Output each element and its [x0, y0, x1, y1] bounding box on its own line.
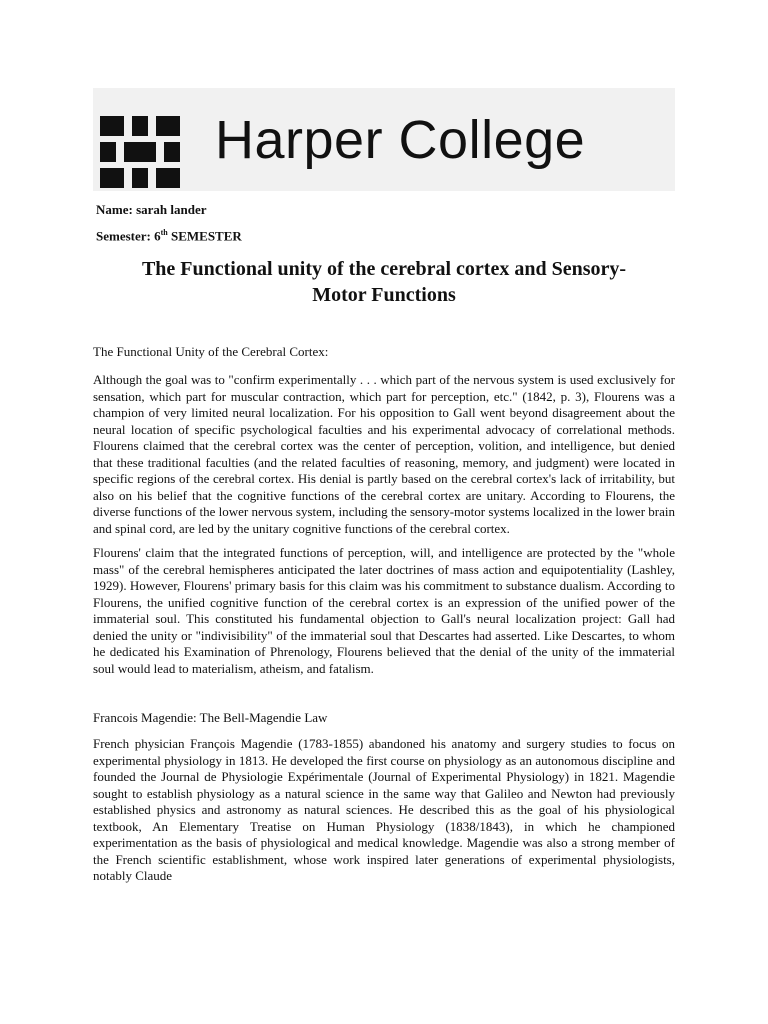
title-line-1: The Functional unity of the cerebral cortex and Sensory- — [141, 258, 627, 280]
semester-prefix: Semester: 6 — [96, 228, 161, 244]
harper-college-logo-icon — [100, 116, 180, 188]
semester-line — [96, 228, 242, 244]
section-heading: Francois Magendie: The Bell-Magendie Law — [93, 710, 328, 725]
document-body — [93, 344, 675, 885]
paragraph: Although the goal was to "confirm experimentally . . . which part of the nervous system is used exclusively for sensation, which part for muscular contraction, which part for perception, etc." (1842, p. 3), Flourens was a champion of very limited neural localization. For his opposition to Gall went beyond disagreement about the neural location of specific psychological faculties and his experimental advocacy of correlational methods. Flourens claimed that the cerebral cortex was the center of perception, volition, and intelligence, but denied that these traditional faculties (and the related faculties of reasoning, memory, and judgment) were located in specific regions of the cerebral cortex. His denial is partly based on the cerebral cortex's lack of irritability, but also on his belief that the cognitive functions of the cerebral cortex are unitary. According to Flourens, the diverse functions of the lower nervous system, including the sensory-motor systems localized in the lower brain and spinal cord, are led by the unitary cognitive functions of the cerebral cortex. — [93, 372, 675, 536]
college-banner — [93, 88, 675, 191]
college-name: Harper College — [215, 110, 586, 170]
section-heading: The Functional Unity of the Cerebral Cortex: — [93, 344, 329, 359]
paragraph: French physician François Magendie (1783-1855) abandoned his anatomy and surgery studies to focus on experimental physiology in 1813. He developed the first course on physiology as an autonomous discipline and founded the Journal de Physiologie Expérimentale (Journal of Experimental Physiology) in 1821. Magendie sought to establish physiology as a natural science in the same way that Galileo and Newton had previously established physics and astronomy as natural sciences. He described this as the goal of his physiological textbook, An Elementary Treatise on Human Physiology (1838/1843), in which he championed experimentation as the basis of physiological and medical knowledge. Magendie was also a strong member of the French scientific establishment, whose work inspired later generations of experimental physiologists, notably Claude — [93, 736, 675, 883]
semester-suffix: SEMESTER — [167, 228, 242, 244]
document-title — [93, 256, 675, 308]
semester-superscript: th — [160, 228, 168, 237]
title-line-2: Motor Functions — [312, 284, 456, 306]
paragraph: Flourens' claim that the integrated functions of perception, will, and intelligence are protected by the "whole mass" of the cerebral hemispheres anticipated the later doctrines of mass action and equipotentiality (Lashley, 1929). However, Flourens' primary basis for this claim was his commitment to substance dualism. According to Flourens, the unified cognitive function of the cerebral cortex is an expression of the unified power of the immaterial soul. This constituted his fundamental objection to Gall's neural localization project: Gall had denied the unity or "indivisibility" of the immaterial soul that Descartes had asserted. Like Descartes, to whom he dedicated his Examination of Phrenology, Flourens believed that the denial of the unity of the immaterial soul would lead to materialism, atheism, and fatalism. — [93, 545, 675, 676]
student-name: Name: sarah lander — [96, 202, 207, 217]
